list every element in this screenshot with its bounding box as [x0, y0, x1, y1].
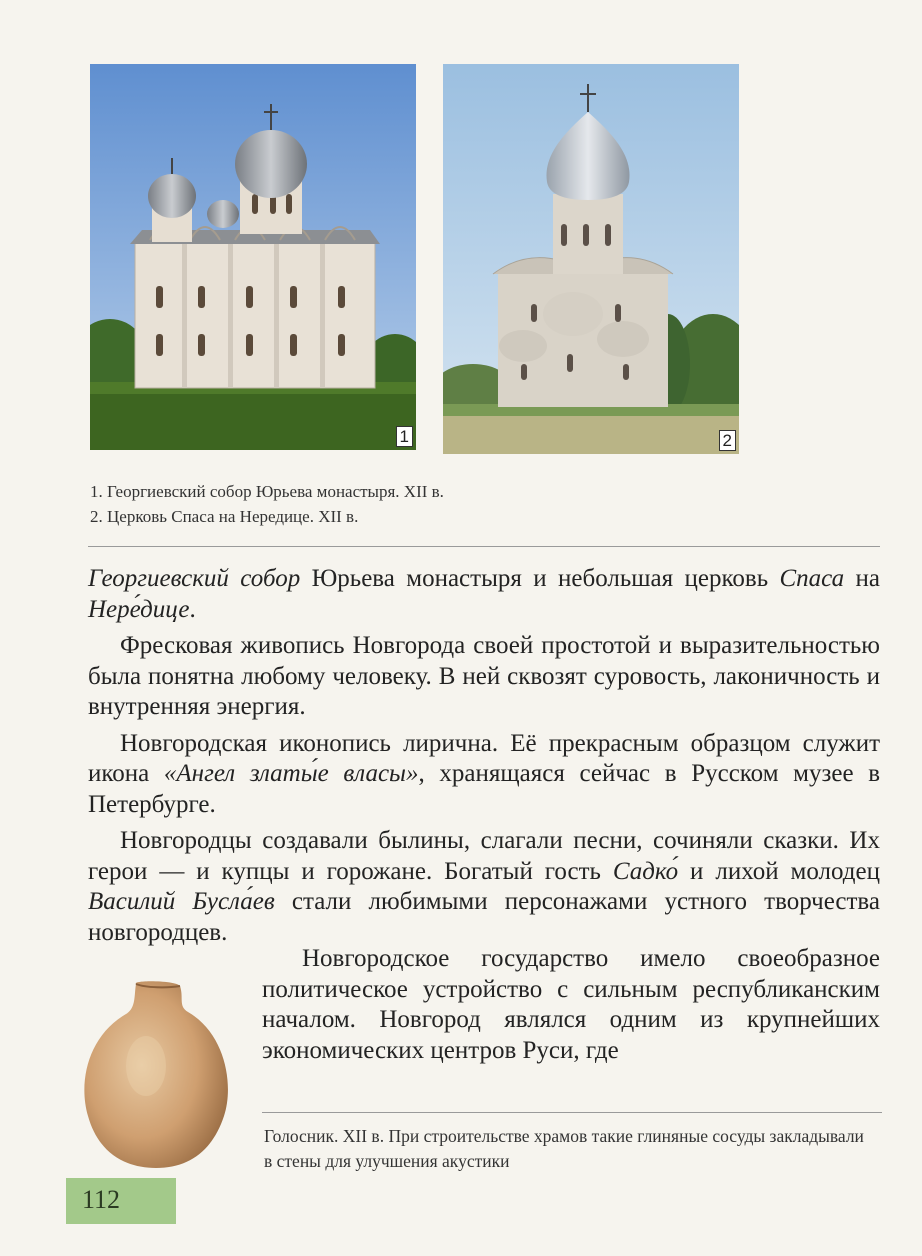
page-number: 112	[82, 1185, 121, 1214]
term-vasily-buslaev: Василий Бусла́ев	[88, 888, 275, 915]
photo-number-1: 1	[396, 426, 413, 447]
golosnik-vessel-image	[76, 976, 236, 1172]
paragraph-1: Георгиевский собор Юрьева монастыря и небольшая церковь Спаса на Нере́дице.	[88, 565, 880, 623]
term-spasa: Спаса	[779, 565, 845, 592]
term-st-george-cathedral: Георгиевский собор	[88, 565, 301, 592]
term-nereditsa: Нере́дице	[88, 595, 190, 623]
paragraph-5: Новгородское государство имело своеобразное политическое устройство с сильным республиканским началом. Новгород являлся одним из крупнейших экономических центров Руси, где	[262, 945, 880, 1064]
paragraph-3: Новгородская иконопись лирична. Её прекрасным образцом служит икона «Ангел златы́е власы», хранящаяся сейчас в Русском музее в Петербурге.	[88, 729, 881, 818]
caption-divider	[88, 546, 880, 547]
vessel-caption: Голосник. XII в. При строительстве храмов такие глиняные сосуды закладывали в стены для улучшения акустики	[264, 1126, 864, 1171]
photo-number-2: 2	[719, 430, 736, 451]
paragraph-4: Новгородцы создавали былины, слагали песни, сочиняли сказки. Их герои — и купцы и горожане. Богатый гость Садко́ и лихой молодец Василий Бусла́ев стали любимыми персонажами устного творчества новгородцев.	[88, 827, 881, 946]
photo-caption-1: 1. Георгиевский собор Юрьева монастыря. XII в.	[90, 482, 444, 501]
body-text-main	[88, 564, 880, 948]
photo-church-savior-nereditsa	[443, 64, 739, 454]
photo-st-george-cathedral	[90, 64, 416, 450]
term-sadko: Садко́	[612, 857, 679, 885]
photo-caption-2: 2. Церковь Спаса на Нередице. XII в.	[90, 507, 359, 526]
term-icon-angel: «Ангел златы́е власы»	[163, 760, 419, 787]
vessel-caption-divider	[262, 1112, 882, 1113]
paragraph-2: Фресковая живопись Новгорода своей простотой и выразительностью была понятна любому человеку. В ней сквозят суровость, лаконичность и внутренняя энергия.	[88, 632, 880, 720]
